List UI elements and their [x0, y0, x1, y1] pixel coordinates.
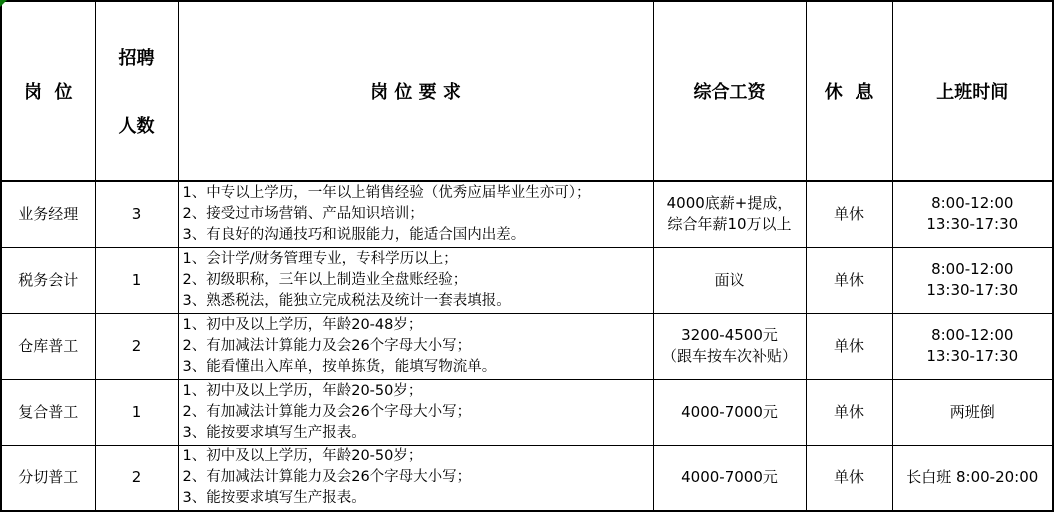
hours-line: 长白班 8:00-20:00 — [906, 468, 1039, 487]
hours-cell — [892, 181, 1053, 247]
requirements-cell — [178, 181, 653, 247]
requirement-line: 3、能按要求填写生产报表。 — [182, 424, 366, 441]
hours-cell — [892, 445, 1053, 511]
salary-line: 4000底薪+提成， — [666, 194, 793, 213]
salary-cell — [653, 181, 806, 247]
requirement-line: 3、熟悉税法，能独立完成税法及统计一套表填报。 — [182, 292, 511, 309]
requirement-line: 3、能看懂出入库单，按单拣货，能填写物流单。 — [182, 358, 497, 375]
rest-cell: 单休 — [806, 313, 892, 379]
requirement-line: 1、初中及以上学历，年龄20-50岁； — [182, 382, 423, 399]
header-headcount-line2: 人数 — [118, 116, 155, 137]
salary-line: 4000-7000元 — [681, 468, 778, 487]
requirement-line: 1、初中及以上学历，年龄20-48岁； — [182, 316, 423, 333]
hours-line: 13:30-17:30 — [926, 215, 1019, 234]
table-header-row — [1, 1, 1053, 181]
requirements-cell — [178, 445, 653, 511]
header-position: 岗 位 — [1, 1, 95, 181]
position-cell: 业务经理 — [1, 181, 95, 247]
rest-cell: 单休 — [806, 247, 892, 313]
rest-cell: 单休 — [806, 181, 892, 247]
salary-cell — [653, 313, 806, 379]
corner-marker-icon — [0, 0, 7, 7]
hours-cell — [892, 313, 1053, 379]
salary-line: 综合年薪10万以上 — [667, 215, 792, 234]
requirement-line: 3、能按要求填写生产报表。 — [182, 490, 366, 507]
requirements-cell — [178, 247, 653, 313]
rest-cell: 单休 — [806, 445, 892, 511]
hours-cell — [892, 247, 1053, 313]
salary-line: 3200-4500元 — [681, 326, 778, 344]
hours-line: 两班倒 — [949, 402, 995, 421]
requirement-line: 3、有良好的沟通技巧和说服能力，能适合国内出差。 — [182, 226, 526, 243]
hours-line: 13:30-17:30 — [926, 347, 1019, 365]
header-salary: 综合工资 — [653, 1, 806, 181]
position-cell: 仓库普工 — [1, 313, 95, 379]
salary-line: 面议 — [714, 270, 745, 289]
header-headcount-line1: 招聘 — [118, 48, 155, 69]
requirement-line: 1、中专以上学历，一年以上销售经验（优秀应届毕业生亦可）； — [182, 184, 591, 201]
hours-line: 8:00-12:00 — [931, 326, 1014, 344]
rest-cell: 单休 — [806, 379, 892, 445]
position-cell: 分切普工 — [1, 445, 95, 511]
requirement-line: 1、会计学/财务管理专业，专科学历以上； — [182, 250, 458, 267]
hours-cell — [892, 379, 1053, 445]
header-requirements: 岗 位 要 求 — [178, 1, 653, 181]
requirement-line: 2、有加减法计算能力及会26个字母大小写； — [182, 337, 472, 354]
header-hours: 上班时间 — [892, 1, 1053, 181]
table-row — [1, 247, 1053, 313]
headcount-cell: 2 — [95, 313, 178, 379]
salary-cell — [653, 379, 806, 445]
requirement-line: 2、有加减法计算能力及会26个字母大小写； — [182, 469, 472, 486]
salary-line: （跟车按车次补贴） — [661, 347, 797, 365]
requirement-line: 2、接受过市场营销、产品知识培训； — [182, 205, 424, 222]
headcount-cell: 1 — [95, 247, 178, 313]
table-row — [1, 313, 1053, 379]
position-cell: 复合普工 — [1, 379, 95, 445]
salary-line: 4000-7000元 — [681, 402, 778, 421]
salary-cell — [653, 247, 806, 313]
hours-line: 8:00-12:00 — [931, 194, 1014, 213]
hours-line: 13:30-17:30 — [926, 281, 1019, 299]
header-rest: 休 息 — [806, 1, 892, 181]
table-row — [1, 445, 1053, 511]
salary-cell — [653, 445, 806, 511]
headcount-cell: 3 — [95, 181, 178, 247]
table-row — [1, 379, 1053, 445]
requirement-line: 1、初中及以上学历，年龄20-50岁； — [182, 448, 423, 465]
table-row — [1, 181, 1053, 247]
header-headcount — [95, 1, 178, 181]
headcount-cell: 1 — [95, 379, 178, 445]
requirements-cell — [178, 313, 653, 379]
position-cell: 税务会计 — [1, 247, 95, 313]
requirement-line: 2、有加减法计算能力及会26个字母大小写； — [182, 403, 472, 420]
hours-line: 8:00-12:00 — [931, 260, 1014, 278]
requirements-cell — [178, 379, 653, 445]
requirement-line: 2、初级职称，三年以上制造业全盘账经验； — [182, 271, 468, 288]
headcount-cell: 2 — [95, 445, 178, 511]
